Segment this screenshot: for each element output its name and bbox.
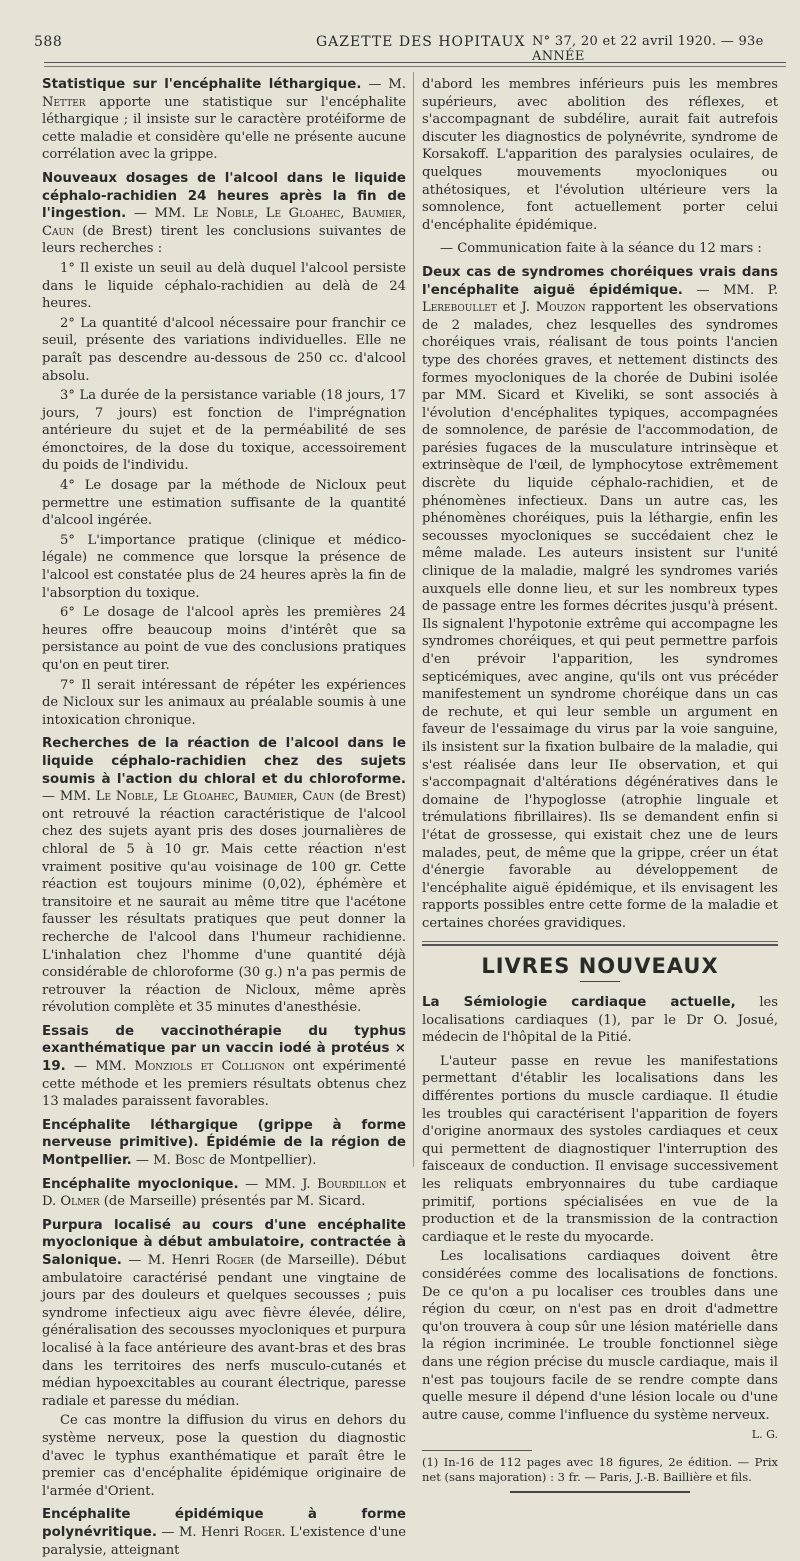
author-name: Roger	[216, 1253, 254, 1268]
article-title: Encéphalite léthargique (grippe à forme nerveuse primitive). Épidémie de la région de Montpellier.	[42, 1117, 406, 1169]
article-title: Recherches de la réaction de l'alcool dans le liquide céphalo-rachidien chez des sujets soumis à l'action du chloral et du chloroforme.	[42, 736, 406, 787]
journal-title: GAZETTE DES HOPITAUX	[316, 34, 526, 50]
article-title: Deux cas de syndromes choréiques vrais dans l'encéphalite aiguë épidémique.	[422, 264, 778, 298]
review-paragraph: Les localisations cardiaques doivent être considérées comme des localisations de fonctions. De ce qu'on a pu localiser ces troubles dans une région du cœur, on n'est pas en droit d'admettre qu'on trouvera à coup sûr une lésion matérielle dans la région incriminée. Le trouble fonctionnel siège dans une région précise du muscle cardiaque, mais il n'est pas toujours facile de se rendre compte dans quelle mesure il dépend d'une lésion locale ou d'une autre cause, comme l'influence du système nerveux.	[422, 1249, 778, 1423]
author-name: Netter	[42, 94, 86, 110]
author-name: Mouzon	[535, 300, 586, 316]
header-rule	[44, 62, 786, 63]
article-purpura: Purpura localisé au cours d'une encéphalite myoclonique à début ambulatoire, contractée à Salonique. — M. Henri Roger (de Marseille). Début ambulatoire caractérisé pendant une vingtaine de jours par des douleurs et quelques secousses ; puis syndrome infectieux aigu avec fièvre élevée, délire, généralisation des secousses myocloniques et purpura localisé à la face antérieure des avant-bras et des bras dans les territoires des nerfs musculo-cutanés et médian hypoexcitables au courant électrique, paresse radiale et paresse du médian.	[42, 1217, 406, 1409]
left-column	[42, 76, 406, 1561]
book-entry: La Sémiologie cardiaque actuelle, les localisations cardiaques (1), par le Dr O. Josué, médecin de l'hôpital de la Pitié.	[422, 995, 778, 1046]
article-syndromes-choreiques: Deux cas de syndromes choréiques vrais dans l'encéphalite aiguë épidémique. — MM. P. Lereboullet et J. Mouzon rapportent les observations de 2 malades, chez lesquelles des syndromes choréiques vrais, réalisant de tous points l'ancien type des chorées graves, et nettement distincts des formes myocloniques de la chorée de Dubini isolée par MM. Sicard et Kiveliki, se sont associés à l'évolution d'encéphalites typiques, accompagnées de somnolence, de parésie de l'accommodation, de parésies fugaces de la musculature intrinsèque et extrinsèque de l'œil, de lymphocytose extrêmement discrète du liquide céphalo-rachidien, et de phénomènes infectieux. Dans un autre cas, les phénomènes choréiques, puis la léthargie, enfin les secousses myocloniques se succédaient chez le même malade. Les auteurs insistent sur l'unité clinique de la maladie, malgré les syndromes variés auxquels elle donne lieu, et sur les nombreux types de passage entre les formes décrites jusqu'à présent. Ils signalent l'hypotonie extrême qui accompagne les syndromes choréiques, et qui peut permettre parfois d'en prévoir l'apparition, les syndromes septicémiques, avec angine, qu'ils ont vus précéder manifestement un syndrome choréique dans un cas de rechute, et qui leur semble un argument en faveur de l'essaimage du virus par la voie sanguine, ils insistent sur la fixation bulbaire de la maladie, qui s'est réalisée dans leur IIe observation, et qui s'accompagnait d'altérations dégénératives dans le domaine de l'hypoglosse (atrophie linguale et trémulations fibrillaires). Ils se demandent enfin si l'état de grossesse, qui existait chez une de leurs malades, peut, de même que la grippe, créer un état d'énergie favorable au développement de l'encéphalite aiguë épidémique, et ils envisagent les rapports possibles entre cette forme de la maladie et certaines chorées gravidiques.	[422, 264, 779, 931]
article-encephalite-myoclonique: Encéphalite myoclonique. — MM. J. Bourdillon et D. Olmer (de Marseille) présentés par M. Sicard.	[42, 1176, 406, 1210]
header-rule-double	[44, 66, 786, 67]
title-rule	[580, 981, 620, 982]
author-name: Roger	[243, 1524, 282, 1540]
author-names: Le Noble, Le Gloahec, Baumier, Caun	[42, 206, 406, 239]
author-name: Bourdillon	[317, 1176, 387, 1192]
footnote-text: (1) In-16 de 112 pages avec 18 figures, 2e édition. — Prix net (sans majoration) : 3 fr. — Paris, J.-B. Baillière et fils.	[422, 1454, 778, 1484]
article-recherches: Recherches de la réaction de l'alcool dans le liquide céphalo-rachidien chez des sujets soumis à l'action du chloral et du chloroforme. — MM. Le Noble, Le Gloahec, Baumier, Caun (de Brest) ont retrouvé la réaction caractéristique de l'alcool chez des sujets ayant pris des doses journalières de chloral de 5 à 10 gr. Mais cette réaction n'est vraiment positive qu'au voisinage de 100 gr. Cette réaction est toujours minime (0,02), éphémère et transitoire et ne saurait au même titre que l'acétone fausser les résultats pratiques que peut donner la recherche de l'alcool dans l'humeur rachidienne. L'inhalation chez l'homme d'une quantité déjà considérable de chloroforme (30 g.) n'a pas permis de retrouver la réaction de Nicloux, même après révolution complète et 35 minutes d'anesthésie.	[42, 736, 406, 1016]
right-column	[422, 76, 778, 1493]
section-title: LIVRES NOUVEAUX	[481, 953, 719, 978]
end-rule	[510, 1491, 690, 1493]
article-title: Encéphalite myoclonique.	[42, 1176, 239, 1192]
section-rule	[422, 941, 778, 942]
author-names: Le Noble, Le Gloahec, Baumier, Caun	[95, 789, 335, 805]
conclusion-item: 6° Le dosage de l'alcool après les premières 24 heures offre beaucoup moins d'intérêt que sa persistance au point de vue des conclusions pratiques qu'on en peut tirer.	[42, 605, 406, 673]
footnote	[422, 1455, 778, 1485]
article-vaccinotherapie: Essais de vaccinothérapie du typhus exanthématique par un vaccin iodé à protéus × 19. — MM. Monziols et Collignon ont expérimenté cette méthode et les premiers résultats obtenus chez 13 malades paraissent favorables.	[42, 1023, 406, 1110]
author-names: Monziols et Collignon	[134, 1059, 285, 1075]
review-paragraph: L'auteur passe en revue les manifestations permettant d'établir les localisations dans les différentes portions du muscle cardiaque. Il étudie les troubles qui caractérisent l'apparition de foyers d'origine anormaux des systoles cardiaques et ceux qui permettent de diagnostiquer l'interruption des faisceaux de conduction. Il envisage successivement les reliquats embryonnaires du tube cardiaque primitif, portions spécialisées en vue de la production et de la transmission de la contraction cardiaque et le reste du myocarde.	[422, 1053, 778, 1245]
communication-note: — Communication faite à la séance du 12 mars :	[440, 241, 762, 257]
conclusion-item: 2° La quantité d'alcool nécessaire pour franchir ce seuil, présente des variations individuelles. Elle ne paraît pas descendre au-dessous de 250 cc. d'alcool absolu.	[42, 315, 406, 384]
article-title: Statistique sur l'encéphalite léthargique.	[42, 77, 362, 92]
column-divider	[413, 72, 414, 1167]
reviewer-signature: L. G.	[751, 1428, 778, 1442]
article-title: Essais de vaccinothérapie du typhus exanthématique par un vaccin iodé à protéus × 19.	[42, 1023, 406, 1075]
article-title: Nouveaux dosages de l'alcool dans le liquide céphalo-rachidien 24 heures après la fin de l'ingestion.	[42, 170, 406, 222]
conclusion-item: 1° Il existe un seuil au delà duquel l'alcool persiste dans le liquide céphalo-rachidien au delà de 24 heures.	[42, 260, 406, 312]
author-name: Olmer	[60, 1194, 100, 1210]
book-title: La Sémiologie cardiaque actuelle,	[422, 995, 736, 1011]
article-polynevritique: Encéphalite épidémique à forme polynévritique. — M. Henri Roger. L'existence d'une paralysie, atteignant	[42, 1507, 406, 1558]
article-title: Purpura localisé au cours d'une encéphalite myoclonique à début ambulatoire, contractée à Salonique.	[42, 1217, 406, 1268]
issue-date: N° 37, 20 et 22 avril 1920. — 93e ANNÉE	[532, 34, 764, 64]
conclusion-item: 4° Le dosage par la méthode de Nicloux peut permettre une estimation suffisante de la quantité d'alcool ingérée.	[42, 478, 406, 529]
article-statistique: Statistique sur l'encéphalite léthargique. — M. Netter apporte une statistique sur l'encéphalite léthargique ; il insiste sur le caractère protéiforme de cette maladie et considère qu'elle ne présente aucune corrélation avec la grippe.	[42, 77, 406, 163]
article-encephalite-lethargique: Encéphalite léthargique (grippe à forme nerveuse primitive). Épidémie de la région de Montpellier. — M. Bosc de Montpellier).	[42, 1117, 406, 1169]
footnote-rule	[422, 1450, 532, 1451]
conclusion-item: 5° L'importance pratique (clinique et médico-légale) ne commence que lorsque la présence de l'alcool est constatée plus de 24 heures après la fin de l'absorption du toxique.	[42, 532, 406, 601]
section-rule-thick	[422, 944, 778, 946]
article-title: Encéphalite épidémique à forme polynévritique.	[42, 1507, 406, 1540]
author-name: Bosc	[174, 1153, 205, 1169]
running-header	[0, 0, 800, 62]
article-dosages: Nouveaux dosages de l'alcool dans le liquide céphalo-rachidien 24 heures après la fin de l'ingestion. — MM. Le Noble, Le Gloahec, Baumier, Caun (de Brest) tirent les conclusions suivantes de leurs recherches :	[42, 170, 406, 257]
author-name: Lereboullet	[422, 300, 497, 316]
conclusion-item: 3° La durée de la persistance variable (18 jours, 17 jours, 7 jours) est fonction de l'imprégnation antérieure du sujet et de la perméabilité de ses émonctoires, de la dose du toxique, accessoirement du poids de l'individu.	[42, 388, 406, 474]
article-paragraph: Ce cas montre la diffusion du virus en dehors du système nerveux, pose la question du diagnostic d'avec le typhus exanthématique et paraît être le premier cas d'encéphalite épidémique originaire de l'armée d'Orient.	[42, 1413, 406, 1499]
page-number: 588	[34, 34, 63, 50]
conclusion-item: 7° Il serait intéressant de répéter les expériences de Nicloux sur les animaux au préalable soumis à une intoxication chronique.	[42, 677, 406, 728]
article-continuation: d'abord les membres inférieurs puis les membres supérieurs, avec abolition des réflexes, et s'accompagnant de subdélire, aurait fait autrefois discuter les diagnostics de polynévrite, syndrome de Korsakoff. L'apparition des paralysies oculaires, de quelques mouvements myocloniques ou athétosiques, et l'évolution ultérieure vers la somnolence, font actuellement porter celui d'encéphalite épidémique.	[422, 77, 778, 233]
